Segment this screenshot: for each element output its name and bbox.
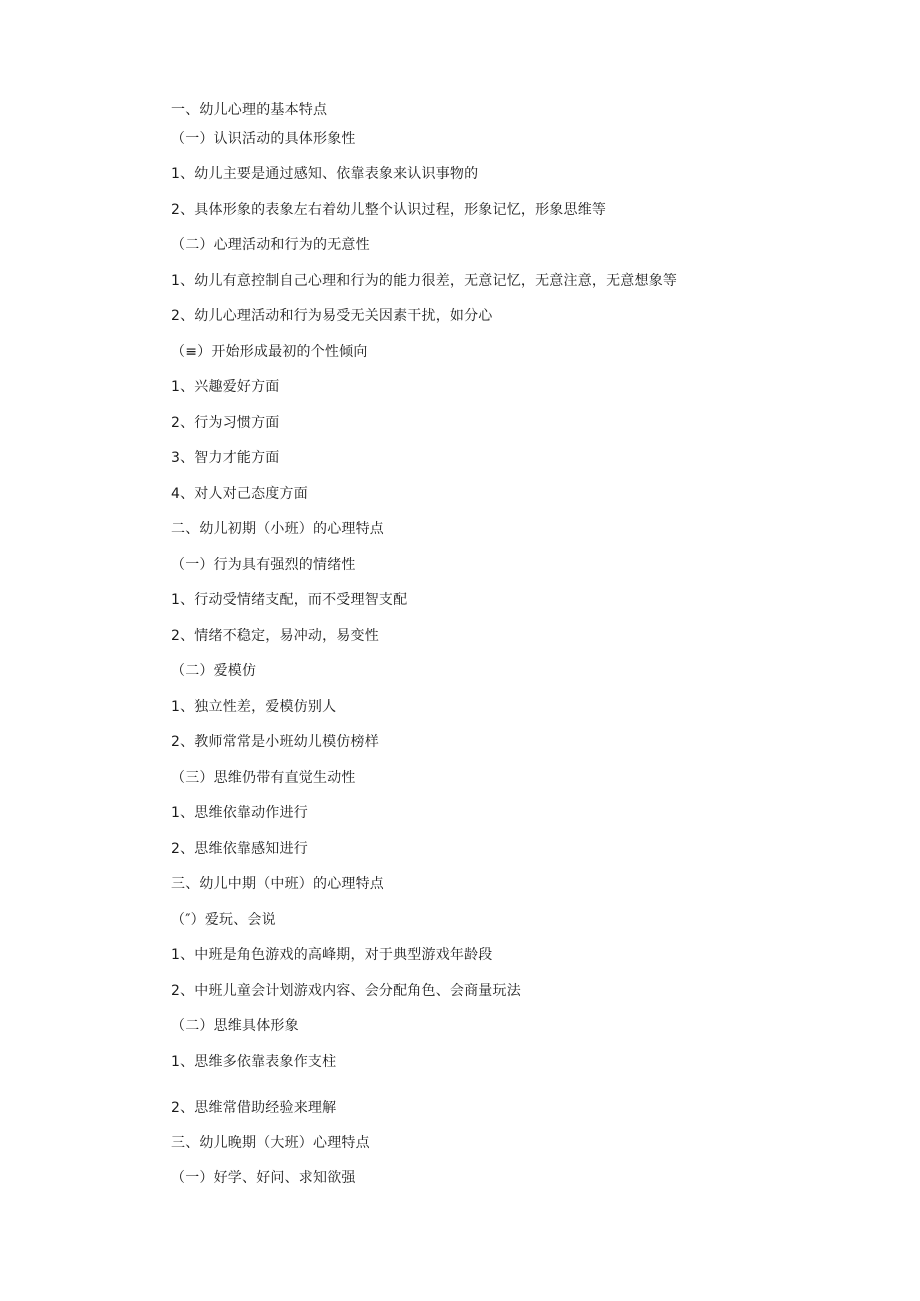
subsection-heading: （一）认识活动的具体形象性 <box>171 131 356 147</box>
list-item: 4、对人对己态度方面 <box>171 486 308 502</box>
list-item: 1、幼儿有意控制自己心理和行为的能力很差，无意记忆，无意注意，无意想象等 <box>171 273 678 289</box>
list-item: 2、行为习惯方面 <box>171 415 280 431</box>
subsection-heading: （一）行为具有强烈的情绪性 <box>171 557 356 573</box>
list-item: 2、具体形象的表象左右着幼儿整个认识过程，形象记忆，形象思维等 <box>171 202 607 218</box>
list-item: 1、行动受情绪支配，而不受理智支配 <box>171 592 408 608</box>
subsection-heading: （二）爱模仿 <box>171 663 257 679</box>
list-item: 1、思维依靠动作进行 <box>171 805 308 821</box>
list-item: 1、中班是角色游戏的高峰期，对于典型游戏年龄段 <box>171 947 493 963</box>
list-item: 1、思维多依靠表象作支柱 <box>171 1054 337 1070</box>
list-item: 2、思维依靠感知进行 <box>171 841 308 857</box>
list-item: 2、中班儿童会计划游戏内容、会分配角色、会商量玩法 <box>171 983 521 999</box>
subsection-heading: （二）心理活动和行为的无意性 <box>171 237 370 253</box>
subsection-heading: （″）爱玩、会说 <box>171 912 276 928</box>
list-item: 1、兴趣爱好方面 <box>171 379 280 395</box>
list-item: 2、情绪不稳定，易冲动，易变性 <box>171 628 379 644</box>
subsection-heading: （三）思维仍带有直觉生动性 <box>171 770 356 786</box>
section-heading-4: 三、幼儿晚期（大班）心理特点 <box>171 1135 370 1151</box>
list-item: 3、智力才能方面 <box>171 450 280 466</box>
section-heading-3: 三、幼儿中期（中班）的心理特点 <box>171 876 384 892</box>
list-item: 2、教师常常是小班幼儿模仿榜样 <box>171 734 379 750</box>
subsection-heading: （一）好学、好问、求知欲强 <box>171 1170 356 1186</box>
section-heading-1: 一、幼儿心理的基本特点 <box>171 102 328 118</box>
list-item: 1、幼儿主要是通过感知、依靠表象来认识事物的 <box>171 166 479 182</box>
list-item: 1、独立性差，爱模仿别人 <box>171 699 337 715</box>
list-item: 2、幼儿心理活动和行为易受无关因素干扰，如分心 <box>171 308 493 324</box>
list-item: 2、思维常借助经验来理解 <box>171 1100 337 1116</box>
section-heading-2: 二、幼儿初期（小班）的心理特点 <box>171 521 384 537</box>
subsection-heading: （二）思维具体形象 <box>171 1018 299 1034</box>
subsection-heading: （≡）开始形成最初的个性倾向 <box>171 344 368 360</box>
